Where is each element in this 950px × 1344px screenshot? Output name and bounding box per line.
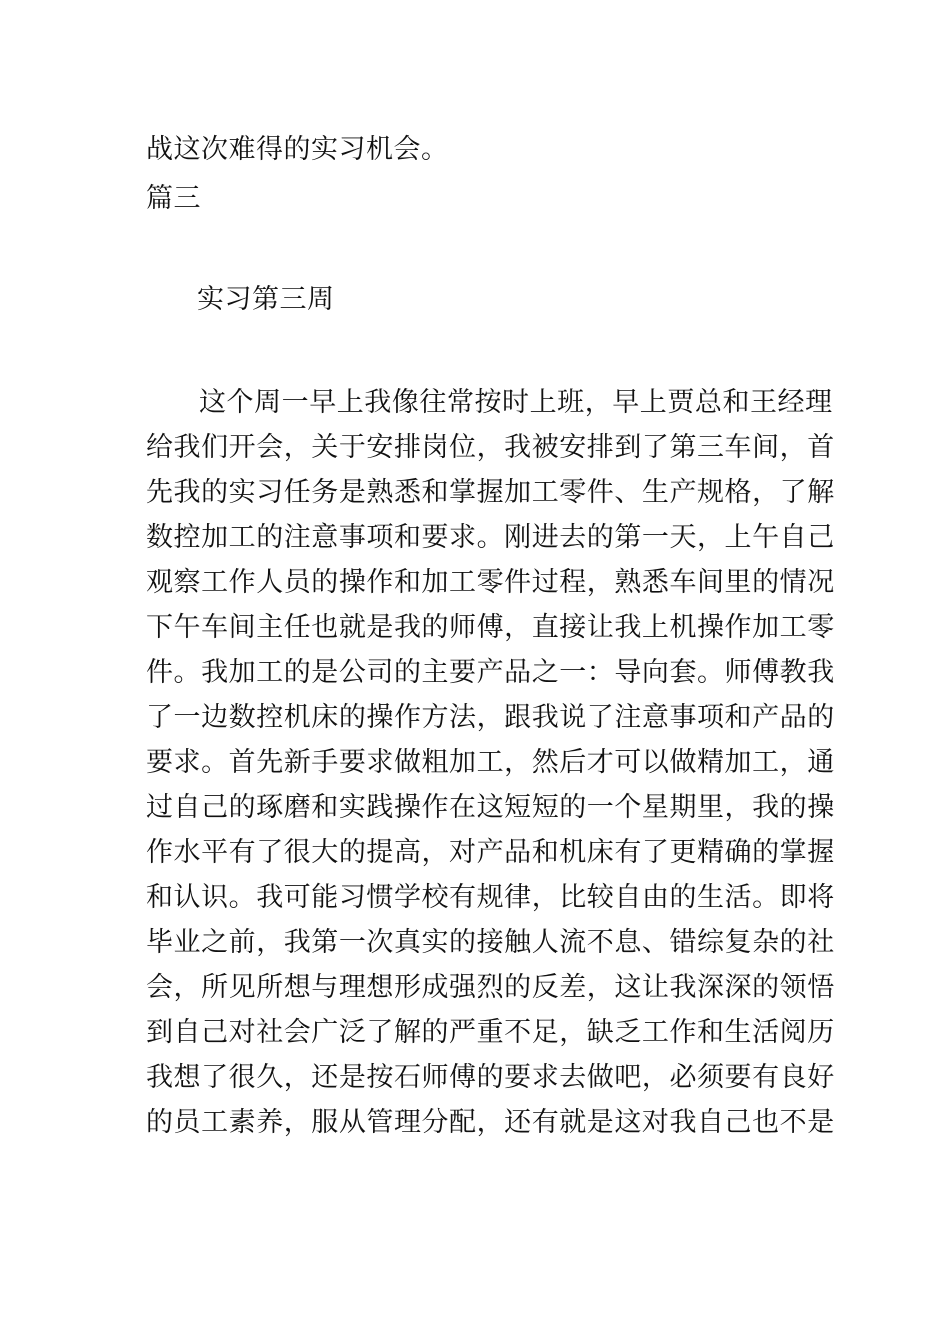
paragraph-line: 给我们开会，关于安排岗位，我被安排到了第三车间，首 bbox=[146, 432, 835, 463]
section-label: 篇三 bbox=[146, 183, 201, 214]
body-paragraph bbox=[146, 380, 835, 1145]
subtitle: 实习第三周 bbox=[197, 284, 335, 315]
continuation-line: 战这次难得的实习机会。 bbox=[146, 134, 449, 165]
paragraph-line: 下午车间主任也就是我的师傅，直接让我上机操作加工零 bbox=[146, 612, 835, 643]
paragraph-line: 了一边数控机床的操作方法，跟我说了注意事项和产品的 bbox=[146, 702, 835, 733]
paragraph-line: 先我的实习任务是熟悉和掌握加工零件、生产规格，了解 bbox=[146, 477, 835, 508]
paragraph-line: 毕业之前，我第一次真实的接触人流不息、错综复杂的社 bbox=[146, 927, 835, 958]
paragraph-line: 的员工素养，服从管理分配，还有就是这对我自己也不是 bbox=[146, 1107, 835, 1138]
paragraph-line: 和认识。我可能习惯学校有规律，比较自由的生活。即将 bbox=[146, 882, 835, 913]
paragraph-line: 作水平有了很大的提高，对产品和机床有了更精确的掌握 bbox=[146, 837, 835, 868]
paragraph-line: 要求。首先新手要求做粗加工，然后才可以做精加工，通 bbox=[146, 747, 835, 778]
paragraph-line: 到自己对社会广泛了解的严重不足，缺乏工作和生活阅历 bbox=[146, 1017, 835, 1048]
paragraph-line: 数控加工的注意事项和要求。刚进去的第一天，上午自己 bbox=[146, 522, 835, 553]
paragraph-line: 我想了很久，还是按石师傅的要求去做吧，必须要有良好 bbox=[146, 1062, 835, 1093]
paragraph-line: 这个周一早上我像往常按时上班，早上贾总和王经理 bbox=[199, 387, 833, 418]
paragraph-line: 会，所见所想与理想形成强烈的反差，这让我深深的领悟 bbox=[146, 972, 835, 1003]
paragraph-line: 件。我加工的是公司的主要产品之一：导向套。师傅教我 bbox=[146, 657, 835, 688]
paragraph-line: 过自己的琢磨和实践操作在这短短的一个星期里，我的操 bbox=[146, 792, 835, 823]
paragraph-line: 观察工作人员的操作和加工零件过程，熟悉车间里的情况 bbox=[146, 567, 835, 598]
